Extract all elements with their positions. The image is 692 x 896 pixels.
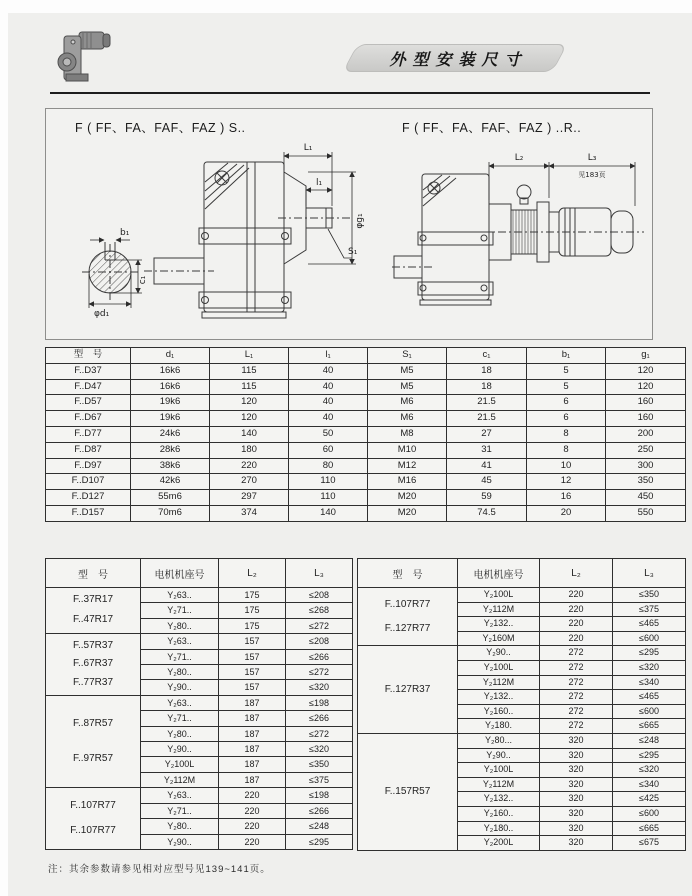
model-name: F..127R77 (384, 622, 431, 634)
table-cell: Y₂100L (458, 660, 540, 675)
table-cell: 272 (540, 675, 613, 690)
column-header: 电机机座号 (141, 559, 219, 588)
table-cell: ≤272 (286, 726, 353, 741)
table-cell: 120 (210, 395, 289, 411)
dim-label-l1: l₁ (315, 178, 323, 188)
table-cell: 320 (540, 733, 613, 748)
table-cell: M8 (368, 426, 447, 442)
model-name: F..107R77 (384, 599, 431, 611)
table-cell: 272 (540, 646, 613, 661)
table-row (46, 505, 686, 521)
table-cell: 270 (210, 474, 289, 490)
table-cell: 70m6 (131, 505, 210, 521)
model-names (46, 634, 140, 695)
model-cell (46, 695, 141, 787)
table-cell: F..D47 (46, 379, 131, 395)
model-names (46, 588, 140, 633)
dim-label-d1: φd₁ (94, 309, 110, 319)
column-header: L₂ (540, 559, 613, 588)
model-names (358, 646, 457, 733)
table-cell: 187 (219, 726, 286, 741)
table-cell: 10 (527, 458, 606, 474)
table-cell: 220 (540, 631, 613, 646)
dim-label-L1: L₁ (303, 143, 313, 153)
table-cell: 55m6 (131, 490, 210, 506)
table-cell: Y₂90.. (458, 748, 540, 763)
table-cell: ≤665 (613, 719, 686, 734)
table-cell: Y₂100L (458, 763, 540, 778)
table-cell: ≤198 (286, 788, 353, 803)
table-cell: Y₂112M (458, 777, 540, 792)
table-cell: M6 (368, 395, 447, 411)
table-cell: ≤320 (286, 742, 353, 757)
table-cell: 175 (219, 603, 286, 618)
table-cell: 40 (289, 363, 368, 379)
column-header: S₁ (368, 348, 447, 364)
table-cell: Y₂112M (458, 602, 540, 617)
left-drawing-title: F ( FF、FA、FAF、FAZ ) S.. (75, 121, 246, 135)
column-header: 型 号 (46, 559, 141, 588)
left-drawing (52, 132, 372, 339)
table-cell: Y₂132.. (458, 792, 540, 807)
column-header: b₁ (527, 348, 606, 364)
table-row (46, 788, 353, 803)
column-header: 型 号 (46, 348, 131, 364)
table-cell: Y₂71.. (141, 603, 219, 618)
model-cell (46, 588, 141, 634)
table-cell: M12 (368, 458, 447, 474)
table-cell: 220 (210, 458, 289, 474)
scan-edge-left (0, 0, 8, 896)
table-cell: M20 (368, 490, 447, 506)
table-cell: 8 (527, 442, 606, 458)
table-cell: Y₂71.. (141, 649, 219, 664)
table-cell: 300 (606, 458, 686, 474)
table-row (46, 634, 353, 649)
table-cell: 272 (540, 690, 613, 705)
table-cell: Y₂71.. (141, 711, 219, 726)
table-cell: 110 (289, 490, 368, 506)
table-cell: 19k6 (131, 411, 210, 427)
table-cell: 187 (219, 757, 286, 772)
table-cell: ≤266 (286, 711, 353, 726)
table-cell: 6 (527, 411, 606, 427)
header-row (46, 559, 353, 588)
table-cell: F..D127 (46, 490, 131, 506)
model-cell (358, 733, 458, 850)
table-cell: 220 (540, 602, 613, 617)
table-cell: Y₂80.. (141, 618, 219, 633)
table-cell: 320 (540, 806, 613, 821)
table-cell: Y₂112M (141, 772, 219, 787)
table-cell: 19k6 (131, 395, 210, 411)
table-cell: 187 (219, 772, 286, 787)
column-header: l₁ (289, 348, 368, 364)
table-cell: Y₂80.. (141, 665, 219, 680)
column-header: L₃ (613, 559, 686, 588)
table-cell: 60 (289, 442, 368, 458)
table-cell: F..D57 (46, 395, 131, 411)
table-cell: M5 (368, 379, 447, 395)
table-cell: 24k6 (131, 426, 210, 442)
table-cell: F..D77 (46, 426, 131, 442)
table-cell: 220 (219, 788, 286, 803)
right-drawing (392, 132, 650, 339)
table-cell: 74.5 (447, 505, 527, 521)
column-header: d₁ (131, 348, 210, 364)
table-cell: M10 (368, 442, 447, 458)
page-title-banner (350, 44, 560, 72)
table-cell: 350 (606, 474, 686, 490)
table-cell: Y₂200L (458, 836, 540, 851)
table-cell: ≤272 (286, 618, 353, 633)
main-dimension-table (45, 347, 686, 522)
table-cell: ≤665 (613, 821, 686, 836)
header-divider (50, 92, 650, 94)
column-header: L₂ (219, 559, 286, 588)
table-cell: 5 (527, 363, 606, 379)
table-cell: Y₂100L (458, 588, 540, 603)
table-cell: ≤320 (613, 763, 686, 778)
table-row (358, 733, 686, 748)
table-cell: 187 (219, 742, 286, 757)
table-cell: 21.5 (447, 395, 527, 411)
table-cell: Y₂132.. (458, 617, 540, 632)
table-cell: 200 (606, 426, 686, 442)
table-cell: 31 (447, 442, 527, 458)
model-cell (358, 588, 458, 646)
table-cell: 175 (219, 618, 286, 633)
table-cell: 16k6 (131, 379, 210, 395)
table-cell: ≤600 (613, 704, 686, 719)
model-name: F..97R57 (72, 753, 114, 764)
table-cell: M5 (368, 363, 447, 379)
table-cell: ≤465 (613, 617, 686, 632)
table-cell: 157 (219, 665, 286, 680)
table-cell: 16 (527, 490, 606, 506)
table-cell: ≤600 (613, 631, 686, 646)
table-cell: 175 (219, 588, 286, 603)
model-cell (358, 646, 458, 734)
table-cell: ≤350 (613, 588, 686, 603)
model-name: F..107R77 (70, 799, 116, 811)
table-cell: Y₂71.. (141, 803, 219, 818)
page-title: 外型安装尺寸 (389, 51, 528, 69)
table-cell: Y₂160.. (458, 704, 540, 719)
table-cell: 40 (289, 411, 368, 427)
table-cell: 250 (606, 442, 686, 458)
table-cell: 27 (447, 426, 527, 442)
footnote: 注：其余参数请参见相对应型号见139~141页。 (48, 864, 271, 875)
column-header: L₁ (210, 348, 289, 364)
table-cell: ≤675 (613, 836, 686, 851)
table-cell: 272 (540, 719, 613, 734)
table-cell: 115 (210, 363, 289, 379)
table-cell: 120 (606, 363, 686, 379)
table-cell: 160 (606, 395, 686, 411)
table-cell: 157 (219, 680, 286, 695)
table-cell: ≤340 (613, 675, 686, 690)
table-cell: ≤272 (286, 665, 353, 680)
table-cell: M6 (368, 411, 447, 427)
table-cell: 374 (210, 505, 289, 521)
column-header: c₁ (447, 348, 527, 364)
table-cell: 40 (289, 395, 368, 411)
table-cell: 120 (210, 411, 289, 427)
table-cell: 320 (540, 748, 613, 763)
table-cell: 187 (219, 711, 286, 726)
table-cell: 320 (540, 777, 613, 792)
model-names (358, 734, 457, 850)
table-cell: F..D37 (46, 363, 131, 379)
table-cell: 6 (527, 395, 606, 411)
table-row (358, 646, 686, 661)
table-cell: 220 (219, 819, 286, 834)
table-cell: 41 (447, 458, 527, 474)
table-cell: ≤295 (613, 646, 686, 661)
table-cell: 320 (540, 763, 613, 778)
table-cell: 115 (210, 379, 289, 395)
table-cell: 157 (219, 649, 286, 664)
table-cell: Y₂63.. (141, 695, 219, 710)
dim-label-L3: L₃ (587, 153, 597, 163)
table-cell: 50 (289, 426, 368, 442)
table-cell: ≤600 (613, 806, 686, 821)
model-name: F..127R37 (384, 683, 431, 695)
table-row (46, 379, 686, 395)
table-cell: 220 (219, 834, 286, 849)
table-row (46, 490, 686, 506)
model-name: F..107R77 (70, 824, 116, 836)
table-cell: 272 (540, 704, 613, 719)
table-cell: F..D157 (46, 505, 131, 521)
table-cell: 140 (289, 505, 368, 521)
table-cell: 157 (219, 634, 286, 649)
dim-note-L3: 见183页 (578, 171, 606, 179)
model-name: F..77R37 (72, 677, 114, 689)
table-cell: ≤465 (613, 690, 686, 705)
table-cell: Y₂63.. (141, 634, 219, 649)
model-names (46, 696, 140, 787)
table-cell: 80 (289, 458, 368, 474)
table-cell: 42k6 (131, 474, 210, 490)
table-cell: 140 (210, 426, 289, 442)
table-cell: Y₂112M (458, 675, 540, 690)
column-header: g₁ (606, 348, 686, 364)
table-cell: 272 (540, 660, 613, 675)
table-cell: Y₂132.. (458, 690, 540, 705)
table-cell: 21.5 (447, 411, 527, 427)
table-row (46, 695, 353, 710)
model-cell (46, 788, 141, 850)
table-cell: 120 (606, 379, 686, 395)
table-row (46, 442, 686, 458)
header-row (358, 559, 686, 588)
table-cell: 550 (606, 505, 686, 521)
table-cell: ≤425 (613, 792, 686, 807)
table-cell: Y₂63.. (141, 588, 219, 603)
model-names (46, 788, 140, 849)
table-cell: ≤266 (286, 649, 353, 664)
table-cell: ≤198 (286, 695, 353, 710)
table-cell: Y₂80.. (141, 819, 219, 834)
scan-edge-top (0, 0, 692, 13)
table-cell: Y₂90.. (141, 680, 219, 695)
table-cell: 5 (527, 379, 606, 395)
table-cell: 450 (606, 490, 686, 506)
table-row (46, 474, 686, 490)
table-cell: 28k6 (131, 442, 210, 458)
table-cell: 220 (540, 617, 613, 632)
table-cell: Y₂80... (458, 733, 540, 748)
table-cell: ≤268 (286, 603, 353, 618)
model-name: F..67R37 (72, 658, 114, 670)
dim-label-g1: φg₁ (355, 213, 365, 229)
dim-label-S1: S₁ (348, 247, 358, 257)
table-cell: Y₂160.. (458, 806, 540, 821)
table-cell: Y₂63.. (141, 788, 219, 803)
dim-label-L2: L₂ (514, 153, 524, 163)
table-cell: 20 (527, 505, 606, 521)
table-cell: 45 (447, 474, 527, 490)
table-cell: 18 (447, 363, 527, 379)
column-header: 电机机座号 (458, 559, 540, 588)
motor-table-left (45, 558, 353, 850)
table-cell: 40 (289, 379, 368, 395)
table-cell: ≤266 (286, 803, 353, 818)
table-cell: F..D87 (46, 442, 131, 458)
table-cell: F..D97 (46, 458, 131, 474)
table-cell: 220 (540, 588, 613, 603)
table-cell: 12 (527, 474, 606, 490)
table-cell: 8 (527, 426, 606, 442)
model-cell (46, 634, 141, 696)
header-row (46, 348, 686, 364)
table-cell: Y₂90.. (141, 834, 219, 849)
column-header: 型 号 (358, 559, 458, 588)
model-name: F..47R17 (72, 614, 114, 626)
table-cell: ≤375 (613, 602, 686, 617)
table-cell: M16 (368, 474, 447, 490)
table-cell: ≤295 (286, 834, 353, 849)
table-cell: ≤340 (613, 777, 686, 792)
table-row (46, 588, 353, 603)
table-cell: ≤248 (613, 733, 686, 748)
table-cell: ≤350 (286, 757, 353, 772)
table-cell: 38k6 (131, 458, 210, 474)
table-cell: 110 (289, 474, 368, 490)
table-cell: ≤208 (286, 588, 353, 603)
table-cell: Y₂90.. (141, 742, 219, 757)
table-cell: ≤320 (286, 680, 353, 695)
motor-table-right (357, 558, 686, 851)
table-cell: Y₂160M (458, 631, 540, 646)
model-names (358, 588, 457, 645)
gear-reducer-photo-icon (46, 26, 116, 88)
table-cell: Y₂180.. (458, 821, 540, 836)
table-row (46, 395, 686, 411)
table-cell: ≤295 (613, 748, 686, 763)
table-cell: F..D107 (46, 474, 131, 490)
table-cell: 18 (447, 379, 527, 395)
table-cell: 59 (447, 490, 527, 506)
model-name: F..57R37 (72, 639, 114, 651)
table-cell: 180 (210, 442, 289, 458)
table-cell: ≤375 (286, 772, 353, 787)
table-cell: 320 (540, 792, 613, 807)
table-cell: Y₂100L (141, 757, 219, 772)
table-cell: 160 (606, 411, 686, 427)
dim-label-c1: c₁ (138, 275, 148, 285)
table-cell: F..D67 (46, 411, 131, 427)
model-name: F..37R17 (72, 594, 114, 606)
table-row (46, 363, 686, 379)
column-header: L₃ (286, 559, 353, 588)
table-row (358, 588, 686, 603)
right-drawing-title: F ( FF、FA、FAF、FAZ ) ..R.. (402, 121, 582, 135)
table-cell: ≤320 (613, 660, 686, 675)
table-cell: Y₂90.. (458, 646, 540, 661)
model-name: F..87R57 (72, 717, 114, 729)
table-cell: 16k6 (131, 363, 210, 379)
model-name: F..157R57 (384, 786, 431, 798)
table-cell: Y₂80.. (141, 726, 219, 741)
table-cell: ≤208 (286, 634, 353, 649)
table-row (46, 458, 686, 474)
table-cell: ≤248 (286, 819, 353, 834)
table-cell: 187 (219, 695, 286, 710)
table-cell: 297 (210, 490, 289, 506)
dim-label-b1: b₁ (120, 228, 130, 238)
table-cell: 220 (219, 803, 286, 818)
table-cell: M20 (368, 505, 447, 521)
table-row (46, 426, 686, 442)
table-cell: 320 (540, 836, 613, 851)
table-cell: 320 (540, 821, 613, 836)
table-cell: Y₂180. (458, 719, 540, 734)
table-row (46, 411, 686, 427)
